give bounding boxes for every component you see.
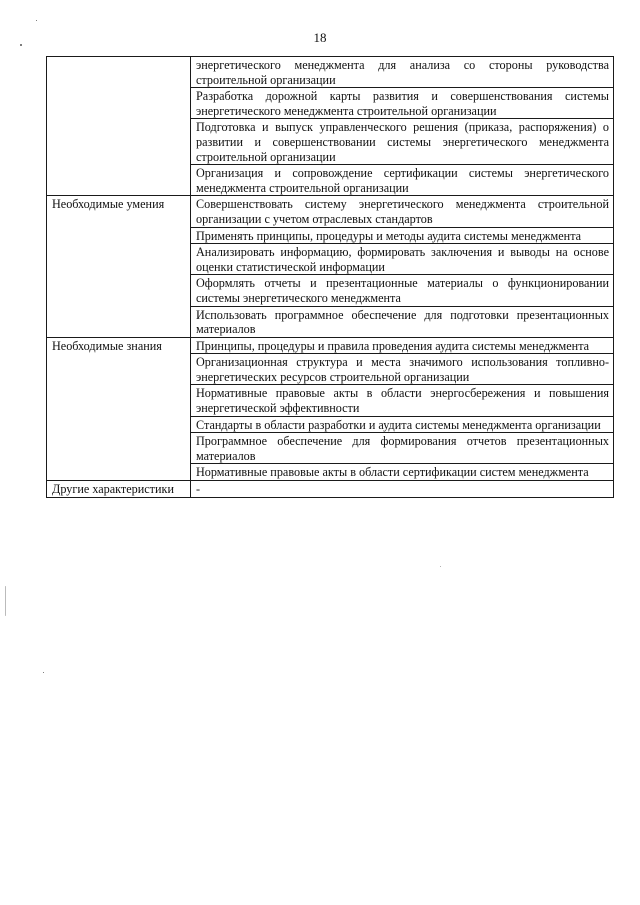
competency-table-body [47, 57, 614, 498]
description-cell: Разработка дорожной карты развития и совершенствования системы энергетического менеджмента строительной организации [191, 88, 614, 119]
scan-speck [5, 586, 6, 616]
scan-speck [43, 672, 44, 673]
description-cell: Принципы, процедуры и правила проведения аудита системы менеджмента [191, 337, 614, 354]
description-cell: Нормативные правовые акты в области сертификации систем менеджмента [191, 464, 614, 481]
description-cell: Организация и сопровождение сертификации системы энергетического менеджмента строительной организации [191, 165, 614, 196]
table-row [47, 196, 614, 227]
description-cell: Использовать программное обеспечение для подготовки презентационных материалов [191, 306, 614, 337]
table-row [47, 57, 614, 88]
table-row [47, 337, 614, 354]
competency-table [46, 56, 614, 498]
description-cell: Оформлять отчеты и презентационные материалы о функционировании системы энергетического менеджмента [191, 275, 614, 306]
category-cell [47, 57, 191, 196]
description-cell: Программное обеспечение для формирования отчетов презентационных материалов [191, 433, 614, 464]
description-cell: Нормативные правовые акты в области энергосбережения и повышения энергетической эффективности [191, 385, 614, 416]
description-cell: Подготовка и выпуск управленческого решения (приказа, распоряжения) о развитии и совершенствовании системы энергетического менеджмента строительной организации [191, 119, 614, 165]
scan-speck [440, 566, 441, 567]
description-cell: Анализировать информацию, формировать заключения и выводы на основе оценки статистической информации [191, 244, 614, 275]
description-cell: Организационная структура и места значимого использования топливно-энергетических ресурсов строительной организации [191, 354, 614, 385]
category-cell: Другие характеристики [47, 481, 191, 498]
page-number: 18 [313, 30, 327, 45]
description-cell: Совершенствовать систему энергетического менеджмента строительной организации с учетом отраслевых стандартов [191, 196, 614, 227]
description-cell: Применять принципы, процедуры и методы аудита системы менеджмента [191, 227, 614, 244]
description-cell: Стандарты в области разработки и аудита системы менеджмента организации [191, 416, 614, 433]
category-cell: Необходимые знания [47, 337, 191, 480]
description-cell: - [191, 481, 614, 498]
description-cell: энергетического менеджмента для анализа со стороны руководства строительной организации [191, 57, 614, 88]
scan-speck [20, 44, 22, 46]
scan-speck [36, 20, 37, 21]
category-cell: Необходимые умения [47, 196, 191, 337]
table-row [47, 481, 614, 498]
